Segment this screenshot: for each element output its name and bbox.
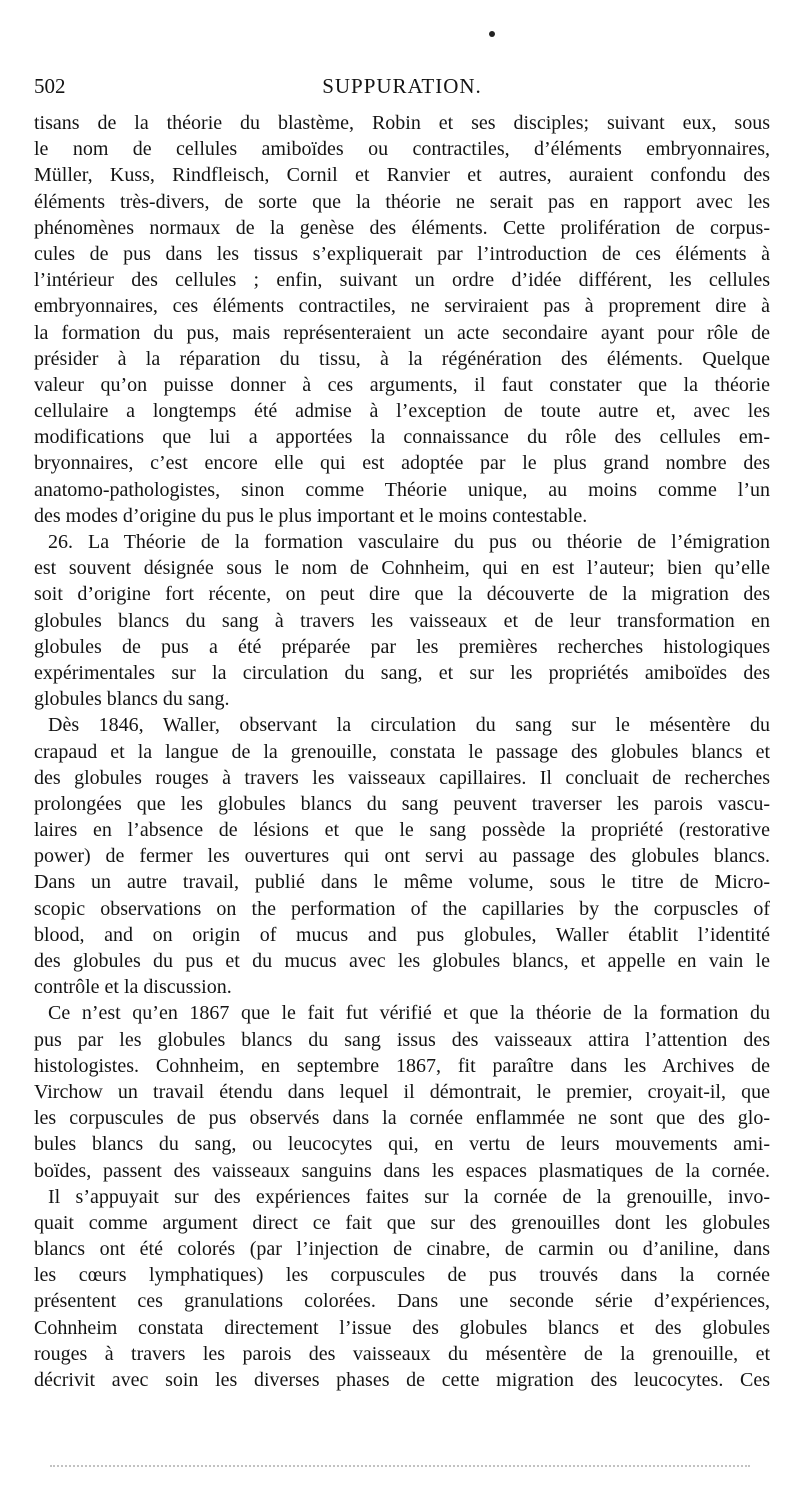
text-line: Ce n’est qu’en 1867 que le fait fut vérifié et que la théorie de la formation du (48, 1002, 770, 1025)
text-line: histologistes. Cohnheim, en septembre 1867, fit paraître dans les Archives de (34, 1054, 770, 1077)
page-header (34, 70, 770, 104)
text-line: le nom de cellules amiboïdes ou contractiles, d’éléments embryonnaires, (34, 138, 770, 161)
text-line: quait comme argument direct ce fait que sur des grenouilles dont les globules (34, 1211, 770, 1234)
text-line: laires en l’absence de lésions et que le sang possède la propriété (restorative (34, 819, 770, 842)
text-line: bules blancs du sang, ou leucocytes qui, en vertu de leurs mouvements ami- (34, 1133, 770, 1156)
running-title: SUPPURATION. (322, 74, 482, 98)
text-line: bryonnaires, c’est encore elle qui est adoptée par le plus grand nombre des (34, 452, 770, 475)
text-line: Müller, Kuss, Rindfleisch, Cornil et Ranvier et autres, auraient confondu des (34, 164, 770, 187)
text-line: Il s’appuyait sur des expériences faites sur la cornée de la grenouille, invo- (48, 1185, 770, 1208)
text-line: power) de fermer les ouvertures qui ont servi au passage des globules blancs. (34, 845, 770, 868)
text-line: tisans de la théorie du blastème, Robin et ses disciples; suivant eux, sous (34, 112, 770, 134)
text-line: Dans un autre travail, publié dans le même volume, sous le titre de Micro- (34, 871, 770, 894)
text-line: décrivit avec soin les diverses phases de cette migration des leucocytes. Ces (34, 1369, 770, 1391)
ink-dot (489, 31, 495, 37)
text-line: est souvent désignée sous le nom de Cohnheim, qui en est l’auteur; bien qu’elle (34, 557, 770, 580)
text-line: phénomènes normaux de la genèse des éléments. Cette prolifération de corpus- (34, 216, 770, 239)
text-line: modifications que lui a apportées la connaissance du rôle des cellules em- (34, 426, 770, 449)
text-line: présentent ces granulations colorées. Dans une seconde série d’expériences, (34, 1290, 770, 1313)
text-line: cellulaire a longtemps été admise à l’exception de toute autre et, avec les (34, 400, 770, 423)
text-line: 26. La Théorie de la formation vasculaire du pus ou théorie de l’émigration (48, 531, 770, 553)
text-line: blood, and on origin of mucus and pus globules, Waller établit l’identité (34, 923, 770, 946)
text-line: des globules rouges à travers les vaisseaux capillaires. Il concluait de recherches (34, 766, 770, 789)
text-line: embryonnaires, ces éléments contractiles, ne serviraient pas à proprement dire à (34, 295, 770, 318)
text-line: globules blancs du sang. (34, 688, 230, 711)
text-line: les cœurs lymphatiques) les corpuscules de pus trouvés dans la cornée (34, 1264, 770, 1287)
text-line: anatomo-pathologistes, sinon comme Théorie unique, au moins comme l’un (34, 478, 770, 501)
text-line: scopic observations on the performation of the capillaries by the corpuscles of (34, 897, 770, 920)
text-line: Cohnheim constata directement l’issue des globules blancs et des globules (34, 1316, 770, 1339)
text-line: soit d’origine fort récente, on peut dire que la découverte de la migration des (34, 583, 770, 606)
text-line: Virchow un travail étendu dans lequel il démontrait, le premier, croyait-il, que (34, 1080, 770, 1103)
text-line: contrôle et la discussion. (34, 976, 232, 999)
text-line: des modes d’origine du pus le plus important et le moins contestable. (34, 504, 588, 527)
text-line: expérimentales sur la circulation du sang, et sur les propriétés amiboïdes des (34, 661, 770, 684)
text-line: prolongées que les globules blancs du sang peuvent traverser les parois vascu- (34, 792, 770, 815)
text-line: cules de pus dans les tissus s’expliquerait par l’introduction de ces éléments à (34, 242, 770, 265)
text-line: pus par les globules blancs du sang issus des vaisseaux attira l’attention des (34, 1028, 770, 1051)
text-line: globules blancs du sang à travers les vaisseaux et de leur transformation en (34, 609, 770, 632)
text-line: présider à la réparation du tissu, à la régénération des éléments. Quelque (34, 347, 770, 370)
text-line: crapaud et la langue de la grenouille, constata le passage des globules blancs et (34, 740, 770, 763)
text-line: les corpuscules de pus observés dans la cornée enflammée ne sont que des glo- (34, 1107, 770, 1130)
text-line: éléments très-divers, de sorte que la théorie ne serait pas en rapport avec les (34, 190, 770, 213)
text-line: des globules du pus et du mucus avec les globules blancs, et appelle en vain le (34, 950, 770, 972)
text-line: Dès 1846, Waller, observant la circulation du sang sur le mésentère du (48, 714, 770, 737)
footer-scan-artifact (50, 1465, 750, 1471)
text-line: l’intérieur des cellules ; enfin, suivant un ordre d’idée différent, les cellules (34, 269, 770, 292)
page-number: 502 (34, 74, 66, 98)
text-line: la formation du pus, mais représenteraient un acte secondaire ayant pour rôle de (34, 321, 770, 344)
body-text (34, 110, 770, 1393)
text-line: blancs ont été colorés (par l’injection de cinabre, de carmin ou d’aniline, dans (34, 1238, 770, 1261)
text-line: valeur qu’on puisse donner à ces arguments, il faut constater que la théorie (34, 373, 770, 396)
text-line: boïdes, passent des vaisseaux sanguins dans les espaces plasmatiques de la cornée. (34, 1159, 770, 1182)
text-line: globules de pus a été préparée par les premières recherches histologiques (34, 635, 770, 658)
text-line: rouges à travers les parois des vaisseaux du mésentère de la grenouille, et (34, 1342, 770, 1365)
